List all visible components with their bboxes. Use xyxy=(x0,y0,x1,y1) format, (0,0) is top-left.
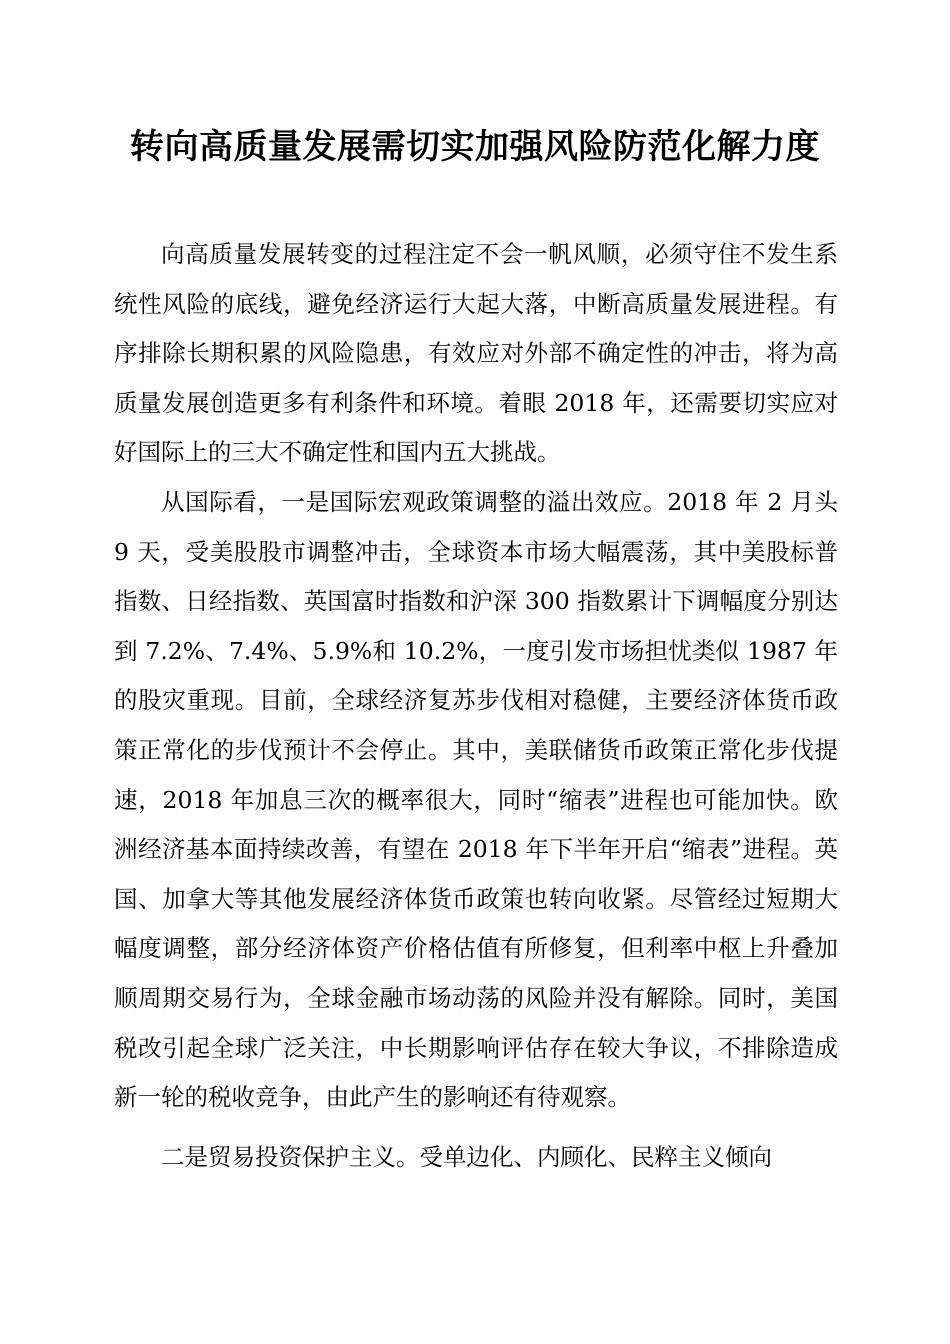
paragraph-intro: 向高质量发展转变的过程注定不会一帆风顺，必须守住不发生系统性风险的底线，避免经济运行大起大落，中断高质量发展进程。有序排除长期积累的风险隐患，有效应对外部不确定性的冲击，将为高质量发展创造更多有利条件和环境。着眼 2018 年，还需要切实应对好国际上的三大不确定性和国内五大挑战。 xyxy=(114,240,838,467)
page-title: 转向高质量发展需切实加强风险防范化解力度 xyxy=(130,127,820,167)
document-body xyxy=(114,230,838,1182)
paragraph-international: 从国际看，一是国际宏观政策调整的溢出效应。2018 年 2 月头 9 天，受美股股市调整冲击，全球资本市场大幅震荡，其中美股标普指数、日经指数、英国富时指数和沪深 300 指数累计下调幅度分别达到 7.2%、7.4%、5.9%和 10.2%，一度引发市场担忧类似 1987 年的股灾重现。目前，全球经济复苏步伐相对稳健，主要经济体货币政策正常化的步伐预计不会停止。其中，美联储货币政策正常化步伐提速，2018 年加息三次的概率很大，同时“缩表”进程也可能加快。欧洲经济基本面持续改善，有望在 2018 年下半年开启“缩表”进程。英国、加拿大等其他发展经济体货币政策也转向收紧。尽管经过短期大幅度调整，部分经济体资产价格估值有所修复，但利率中枢上升叠加顺周期交易行为，全球金融市场动荡的风险并没有解除。同时，美国税改引起全球广泛关注，中长期影响评估存在较大争议，不排除造成新一轮的税收竞争，由此产生的影响还有待观察。 xyxy=(114,487,838,1112)
paragraph-trade-protectionism: 二是贸易投资保护主义。受单边化、内顾化、民粹主义倾向 xyxy=(161,1142,772,1171)
